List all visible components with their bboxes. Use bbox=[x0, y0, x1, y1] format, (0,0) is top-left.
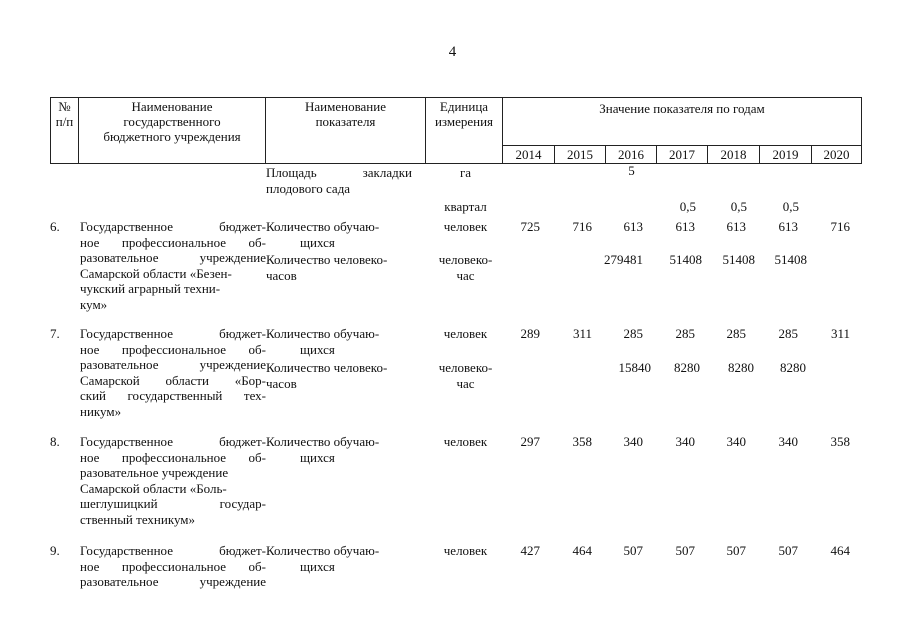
value: 311 bbox=[830, 326, 850, 341]
value: 613 bbox=[675, 219, 695, 234]
value: 8280 bbox=[780, 360, 806, 375]
unit: человек bbox=[443, 219, 488, 234]
value: 358 bbox=[572, 434, 592, 449]
value: 464 bbox=[572, 543, 592, 558]
header-year: 2014 bbox=[503, 146, 555, 164]
value: 725 bbox=[520, 219, 540, 234]
value: 8280 bbox=[728, 360, 754, 375]
indicator-name: щихся bbox=[300, 235, 335, 250]
value: 297 bbox=[520, 434, 540, 449]
indicator-name: щихся bbox=[300, 342, 335, 357]
value: 507 bbox=[675, 543, 695, 558]
value: 507 bbox=[778, 543, 798, 558]
institution-name: Государственное бюджет- ное профессиональное об- разовательное учреждение Самарской области «Безен- чукский аграрный техни- кум» bbox=[80, 219, 266, 312]
continuation-unit-2: квартал bbox=[444, 199, 487, 214]
header-institution: Наименование государственного бюджетного учреждения bbox=[79, 98, 266, 164]
row-number: 6. bbox=[50, 219, 60, 234]
continuation-value: 0,5 bbox=[679, 199, 696, 214]
value: 716 bbox=[572, 219, 592, 234]
value: 464 bbox=[830, 543, 850, 558]
value: 613 bbox=[778, 219, 798, 234]
indicator-name: щихся bbox=[300, 450, 335, 465]
continuation-value: 0,5 bbox=[782, 199, 799, 214]
unit: человек bbox=[443, 434, 488, 449]
value: 51408 bbox=[669, 252, 702, 267]
unit: час bbox=[456, 268, 475, 283]
unit: час bbox=[456, 376, 475, 391]
value: 340 bbox=[726, 434, 746, 449]
unit: человеко- bbox=[438, 252, 493, 267]
value: 716 bbox=[830, 219, 850, 234]
header-values-title: Значение показателя по годам bbox=[503, 98, 862, 146]
value: 285 bbox=[778, 326, 798, 341]
value: 613 bbox=[726, 219, 746, 234]
header-unit: Единица измерения bbox=[426, 98, 503, 164]
table-header bbox=[50, 97, 862, 164]
value: 507 bbox=[726, 543, 746, 558]
unit: человек bbox=[443, 543, 488, 558]
continuation-unit: га bbox=[459, 165, 472, 180]
header-indicator: Наименование показателя bbox=[266, 98, 426, 164]
header-year: 2016 bbox=[606, 146, 657, 164]
indicator-name: Количество обучаю- bbox=[266, 219, 380, 234]
header-year: 2015 bbox=[555, 146, 606, 164]
value: 285 bbox=[675, 326, 695, 341]
value: 340 bbox=[623, 434, 643, 449]
value: 289 bbox=[520, 326, 540, 341]
value: 8280 bbox=[674, 360, 700, 375]
value: 507 bbox=[623, 543, 643, 558]
unit: человек bbox=[443, 326, 488, 341]
header-year: 2019 bbox=[760, 146, 812, 164]
continuation-value-2016: 5 bbox=[628, 163, 635, 178]
indicator-name: Количество обучаю- bbox=[266, 543, 380, 558]
indicator-name: щихся bbox=[300, 559, 335, 574]
continuation-value: 0,5 bbox=[730, 199, 747, 214]
header-num: № п/п bbox=[51, 98, 79, 164]
unit: человеко- bbox=[438, 360, 493, 375]
value: 51408 bbox=[774, 252, 807, 267]
value: 15840 bbox=[618, 360, 651, 375]
value: 51408 bbox=[722, 252, 755, 267]
page-number: 4 bbox=[448, 44, 457, 60]
value: 285 bbox=[623, 326, 643, 341]
institution-name: Государственное бюджет- ное профессиональное об- разовательное учреждение bbox=[80, 543, 266, 589]
indicator-name: Количество обучаю- bbox=[266, 434, 380, 449]
value: 285 bbox=[726, 326, 746, 341]
row-number: 7. bbox=[50, 326, 60, 341]
indicator-name: часов bbox=[266, 376, 297, 391]
header-year: 2020 bbox=[812, 146, 862, 164]
indicator-name: Количество обучаю- bbox=[266, 326, 380, 341]
row-number: 8. bbox=[50, 434, 60, 449]
value: 358 bbox=[830, 434, 850, 449]
value: 613 bbox=[623, 219, 643, 234]
value: 340 bbox=[675, 434, 695, 449]
row-number: 9. bbox=[50, 543, 60, 558]
value: 340 bbox=[778, 434, 798, 449]
value: 311 bbox=[572, 326, 592, 341]
header-year: 2017 bbox=[657, 146, 708, 164]
indicator-name: Количество человеко- bbox=[266, 360, 388, 375]
value: 427 bbox=[520, 543, 540, 558]
value: 279481 bbox=[604, 252, 643, 267]
indicator-name: Количество человеко- bbox=[266, 252, 388, 267]
institution-name: Государственное бюджет- ное профессиональное об- разовательное учреждение Самарской области «Боль- шеглушицкий государ- ственный техникум» bbox=[80, 434, 266, 527]
indicator-name: часов bbox=[266, 268, 297, 283]
header-year: 2018 bbox=[708, 146, 760, 164]
continuation-indicator: Площадь закладки плодового сада bbox=[266, 165, 412, 196]
institution-name: Государственное бюджет- ное профессиональное об- разовательное учреждение Самарской области «Бор- ский государственный тех- никум» bbox=[80, 326, 266, 419]
